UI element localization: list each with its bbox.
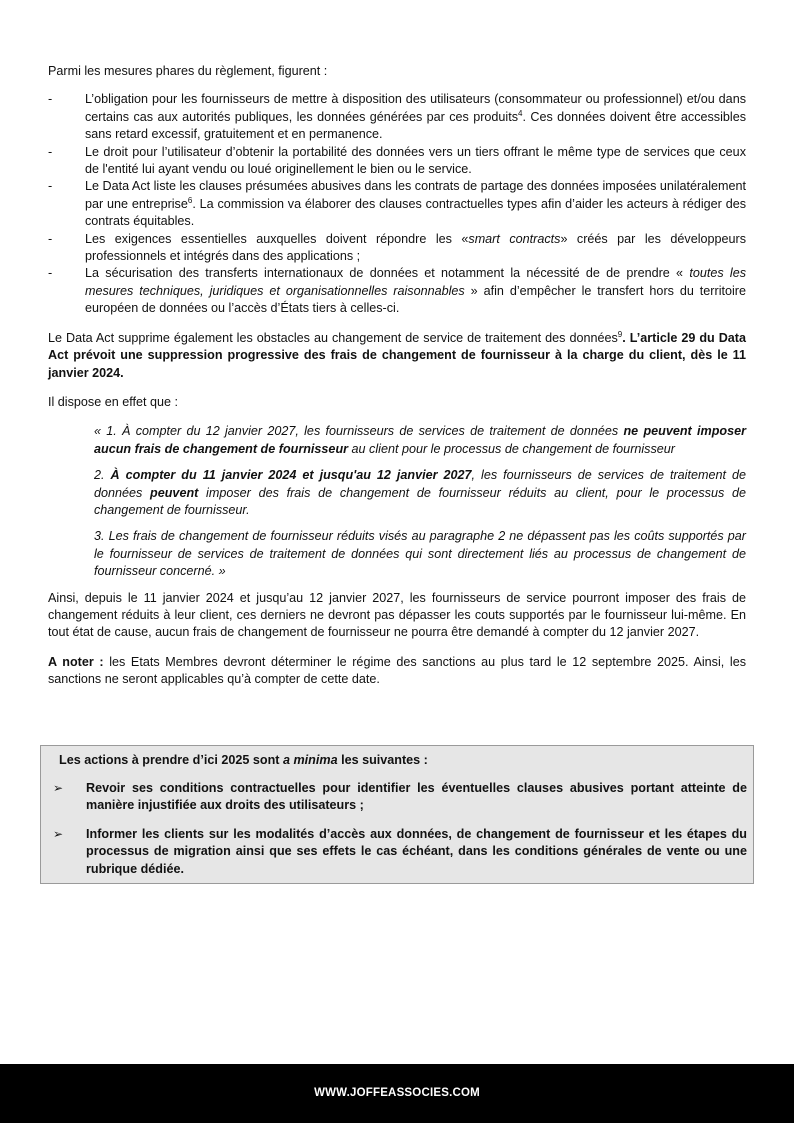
measures-list [48, 91, 746, 317]
quote-bold: ne peuvent imposer aucun frais de changement de fournisseur [94, 424, 746, 456]
paragraph-bold: . L’article 29 du Data Act prévoit une suppression progressive des frais de changement de fournisseur à la charge du client, dès le 11 janvier 2024. [48, 330, 746, 380]
bullet-text: L’obligation pour les fournisseurs de mettre à disposition des utilisateurs (consommateur ou professionnel) et/ou dans certains cas aux autorités publiques, les données générées par ces produits [85, 92, 746, 124]
paragraph-note [48, 654, 746, 689]
quote-text: , les fournisseurs de services de traitement de données [94, 468, 746, 500]
arrow-bullet-icon: ➢ [53, 781, 64, 795]
quote-paragraph-2 [94, 467, 746, 519]
bullet-dash: - [48, 266, 53, 281]
quote-bold: À compter du 11 janvier 2024 et jusqu'au 12 janvier 2027 [110, 468, 472, 483]
bullet-text: . Ces données doivent être accessibles sans retard excessif, gratuitement et en permanence. [85, 109, 746, 142]
quote-paragraph-3: 3. Les frais de changement de fournisseur réduits visés au paragraphe 2 ne dépassent pas les coûts supportés par le fournisseur de services de traitement de données qui sont directement liés au processus de changement de fournisseur concerné. » [94, 529, 746, 579]
quote-paragraph-1 [94, 423, 746, 458]
bullet-text: Les exigences essentielles auxquelles doivent répondre les « [85, 231, 469, 246]
box-title-italic: a minima [282, 753, 338, 767]
list-item [48, 144, 746, 179]
quote-bold: peuvent [150, 485, 199, 500]
document-body [48, 63, 746, 689]
quote-text: 2. [94, 468, 111, 483]
footnote-ref: 9 [617, 329, 623, 339]
bullet-dash: - [48, 144, 53, 159]
footer-bar [0, 1064, 794, 1123]
footnote-ref: 6 [187, 195, 193, 205]
quote-text: imposer des frais de changement de fournisseur réduits au client, pour le processus de changement de fournisseur. [94, 485, 746, 517]
quote-text: au client pour le processus de changement de fournisseur [348, 441, 675, 456]
list-item [48, 265, 746, 317]
list-item [48, 91, 746, 143]
bullet-text: La sécurisation des transferts internationaux de données et notamment la nécessité de de prendre « [85, 266, 690, 281]
actions-box-title [59, 752, 428, 769]
actions-box [40, 745, 754, 884]
list-item [48, 178, 746, 230]
bullet-italic: toutes les mesures techniques, juridiques et organisationnelles raisonnables [85, 266, 746, 298]
bullet-dash: - [48, 231, 53, 246]
bullet-dash: - [48, 179, 53, 194]
paragraph-intro-quote: Il dispose en effet que : [48, 394, 178, 409]
quote-text: « 1. À compter du 12 janvier 2027, les fournisseurs de services de traitement de données [94, 424, 624, 439]
action-item: Informer les clients sur les modalités d’accès aux données, de changement de fournisseur et les étapes du processus de migration ainsi que ses effets le cas échéant, dans les conditions générales de vente ou une rubrique dédiée. [86, 827, 747, 876]
note-label: A noter : [48, 654, 104, 669]
bullet-text: » créés par les développeurs professionnels et intégrés dans des applications ; [85, 231, 747, 264]
box-title-text: Les actions à prendre d’ici 2025 sont [59, 753, 283, 767]
paragraph-text: Le Data Act supprime également les obstacles au changement de service de traitement des données [48, 330, 618, 345]
bullet-text: Le Data Act liste les clauses présumées abusives dans les contrats de partage des données imposées unilatéralement par une entreprise [85, 179, 746, 211]
paragraph-data-act [48, 330, 746, 382]
article-quote [94, 423, 746, 580]
bullet-dash: - [48, 92, 53, 107]
intro-text: Parmi les mesures phares du règlement, figurent : [48, 64, 328, 78]
bullet-text: » afin d’empêcher le transfert hors du territoire européen de données ou l’accès d’États tiers à celles-ci. [85, 283, 746, 316]
list-item [48, 231, 746, 266]
bullet-text: Le droit pour l’utilisateur d’obtenir la portabilité des données vers un tiers offrant le même type de services que ceux de l'entité lui ayant vendu ou loué originellement le bien ou le service. [85, 144, 746, 177]
website-link[interactable]: WWW.JOFFEASSOCIES.COM [314, 1086, 480, 1099]
arrow-bullet-icon: ➢ [53, 827, 64, 841]
bullet-italic: smart contracts [468, 231, 561, 246]
footnote-ref: 4 [518, 108, 523, 118]
note-text: les Etats Membres devront déterminer le régime des sanctions au plus tard le 12 septembre 2025. Ainsi, les sanctions ne seront applicables qu’à compter de cette date. [48, 654, 746, 687]
bullet-text: . La commission va élaborer des clauses contractuelles types afin d’aider les acteurs à rédiger des contrats équitables. [85, 196, 747, 229]
action-item: Revoir ses conditions contractuelles pour identifier les éventuelles clauses abusives portant atteinte de manière injustifiée aux droits des utilisateurs ; [86, 781, 747, 813]
paragraph-ainsi: Ainsi, depuis le 11 janvier 2024 et jusqu’au 12 janvier 2027, les fournisseurs de service pourront imposer des frais de changement réduits à leur client, ces derniers ne devront pas dépasser les couts supportés par le fournisseur lui-même. En tout état de cause, aucun frais de changement de fournisseur ne pourra être demandé à compter du 12 janvier 2027. [48, 590, 746, 640]
box-title-text: les suivantes : [337, 753, 428, 767]
